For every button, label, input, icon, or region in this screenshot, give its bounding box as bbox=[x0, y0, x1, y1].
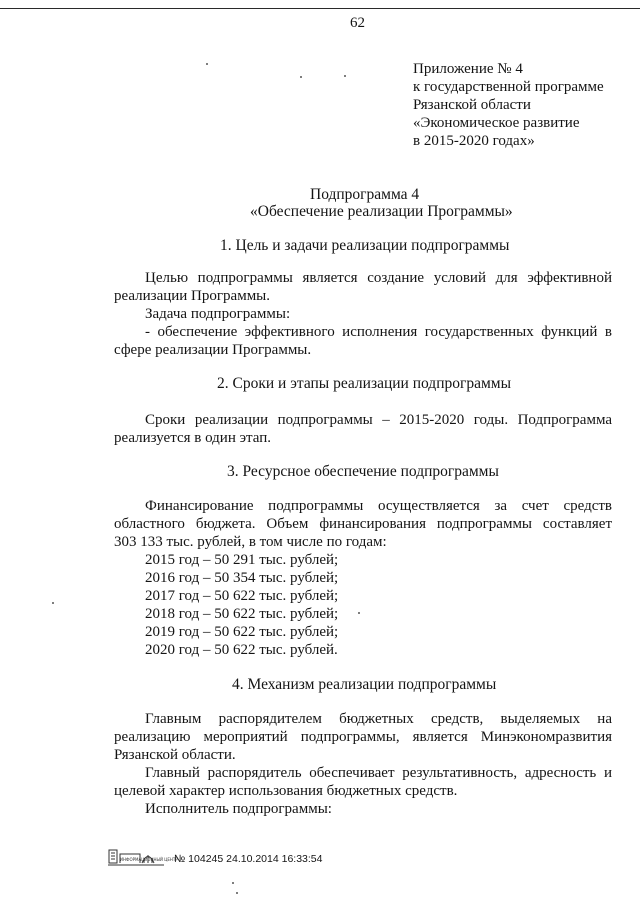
section-1-para-1-line-1: Целью подпрограммы является создание условий для эффективной bbox=[145, 270, 612, 286]
appendix-line-1: Приложение № 4 bbox=[413, 61, 523, 77]
section-3-para-1-line-2: областного бюджета. Объем финансирования подпрограммы составляет bbox=[114, 516, 612, 532]
section-4-para-1-line-1: Главным распорядителем бюджетных средств, выделяемых на bbox=[145, 711, 612, 727]
scan-speck bbox=[236, 892, 238, 894]
scan-speck bbox=[206, 63, 208, 65]
year-funding-2016: 2016 год – 50 354 тыс. рублей; bbox=[145, 570, 339, 586]
section-1-heading: 1. Цель и задачи реализации подпрограммы bbox=[220, 237, 510, 254]
year-funding-2018: 2018 год – 50 622 тыс. рублей; bbox=[145, 606, 339, 622]
year-funding-2020: 2020 год – 50 622 тыс. рублей. bbox=[145, 642, 338, 658]
section-1-para-2: Задача подпрограммы: bbox=[145, 306, 291, 322]
section-4-para-2-line-1: Главный распорядитель обеспечивает результативность, адресность и bbox=[145, 765, 612, 781]
section-2-heading: 2. Сроки и этапы реализации подпрограммы bbox=[217, 375, 512, 392]
appendix-line-5: в 2015-2020 годах» bbox=[413, 133, 535, 149]
scan-speck bbox=[300, 76, 302, 78]
registration-number: № 104245 24.10.2014 16:33:54 bbox=[174, 853, 323, 865]
section-4-heading: 4. Механизм реализации подпрограммы bbox=[232, 676, 497, 693]
section-3-para-1-line-1: Финансирование подпрограммы осуществляется за счет средств bbox=[145, 498, 612, 514]
year-funding-2017: 2017 год – 50 622 тыс. рублей; bbox=[145, 588, 339, 604]
scan-speck bbox=[52, 602, 54, 604]
appendix-line-4: «Экономическое развитие bbox=[413, 115, 580, 131]
subprogram-subtitle: «Обеспечение реализации Программы» bbox=[250, 203, 513, 220]
section-3-para-1-line-3: 303 133 тыс. рублей, в том числе по годам: bbox=[114, 534, 387, 550]
scan-top-border bbox=[0, 8, 640, 9]
scan-speck bbox=[232, 882, 234, 884]
section-4-para-1-line-3: Рязанской области. bbox=[114, 747, 236, 763]
section-4-para-1-line-2: реализацию мероприятий подпрограммы, является Минэкономразвития bbox=[114, 729, 612, 745]
scan-speck bbox=[358, 612, 360, 614]
section-3-heading: 3. Ресурсное обеспечение подпрограммы bbox=[227, 463, 499, 480]
stamp-caption: ИНФОРМАЦИОННЫЙ ЦЕНТР bbox=[120, 857, 178, 862]
appendix-line-2: к государственной программе bbox=[413, 79, 604, 95]
section-1-para-3-line-2: сфере реализации Программы. bbox=[114, 342, 312, 358]
section-4-para-2-line-2: целевой характер использования бюджетных средств. bbox=[114, 783, 458, 799]
section-2-para-1-line-1: Сроки реализации подпрограммы – 2015-2020 годы. Подпрограмма bbox=[145, 412, 612, 428]
year-funding-2019: 2019 год – 50 622 тыс. рублей; bbox=[145, 624, 339, 640]
registry-stamp-logo bbox=[108, 849, 178, 869]
scan-speck bbox=[344, 75, 346, 77]
section-4-para-3: Исполнитель подпрограммы: bbox=[145, 801, 332, 817]
section-1-para-3-line-1: - обеспечение эффективного исполнения государственных функций в bbox=[145, 324, 612, 340]
appendix-line-3: Рязанской области bbox=[413, 97, 531, 113]
subprogram-title: Подпрограмма 4 bbox=[310, 186, 420, 203]
page-number: 62 bbox=[350, 15, 365, 31]
section-2-para-1-line-2: реализуется в один этап. bbox=[114, 430, 272, 446]
year-funding-2015: 2015 год – 50 291 тыс. рублей; bbox=[145, 552, 339, 568]
section-1-para-1-line-2: реализации Программы. bbox=[114, 288, 271, 304]
